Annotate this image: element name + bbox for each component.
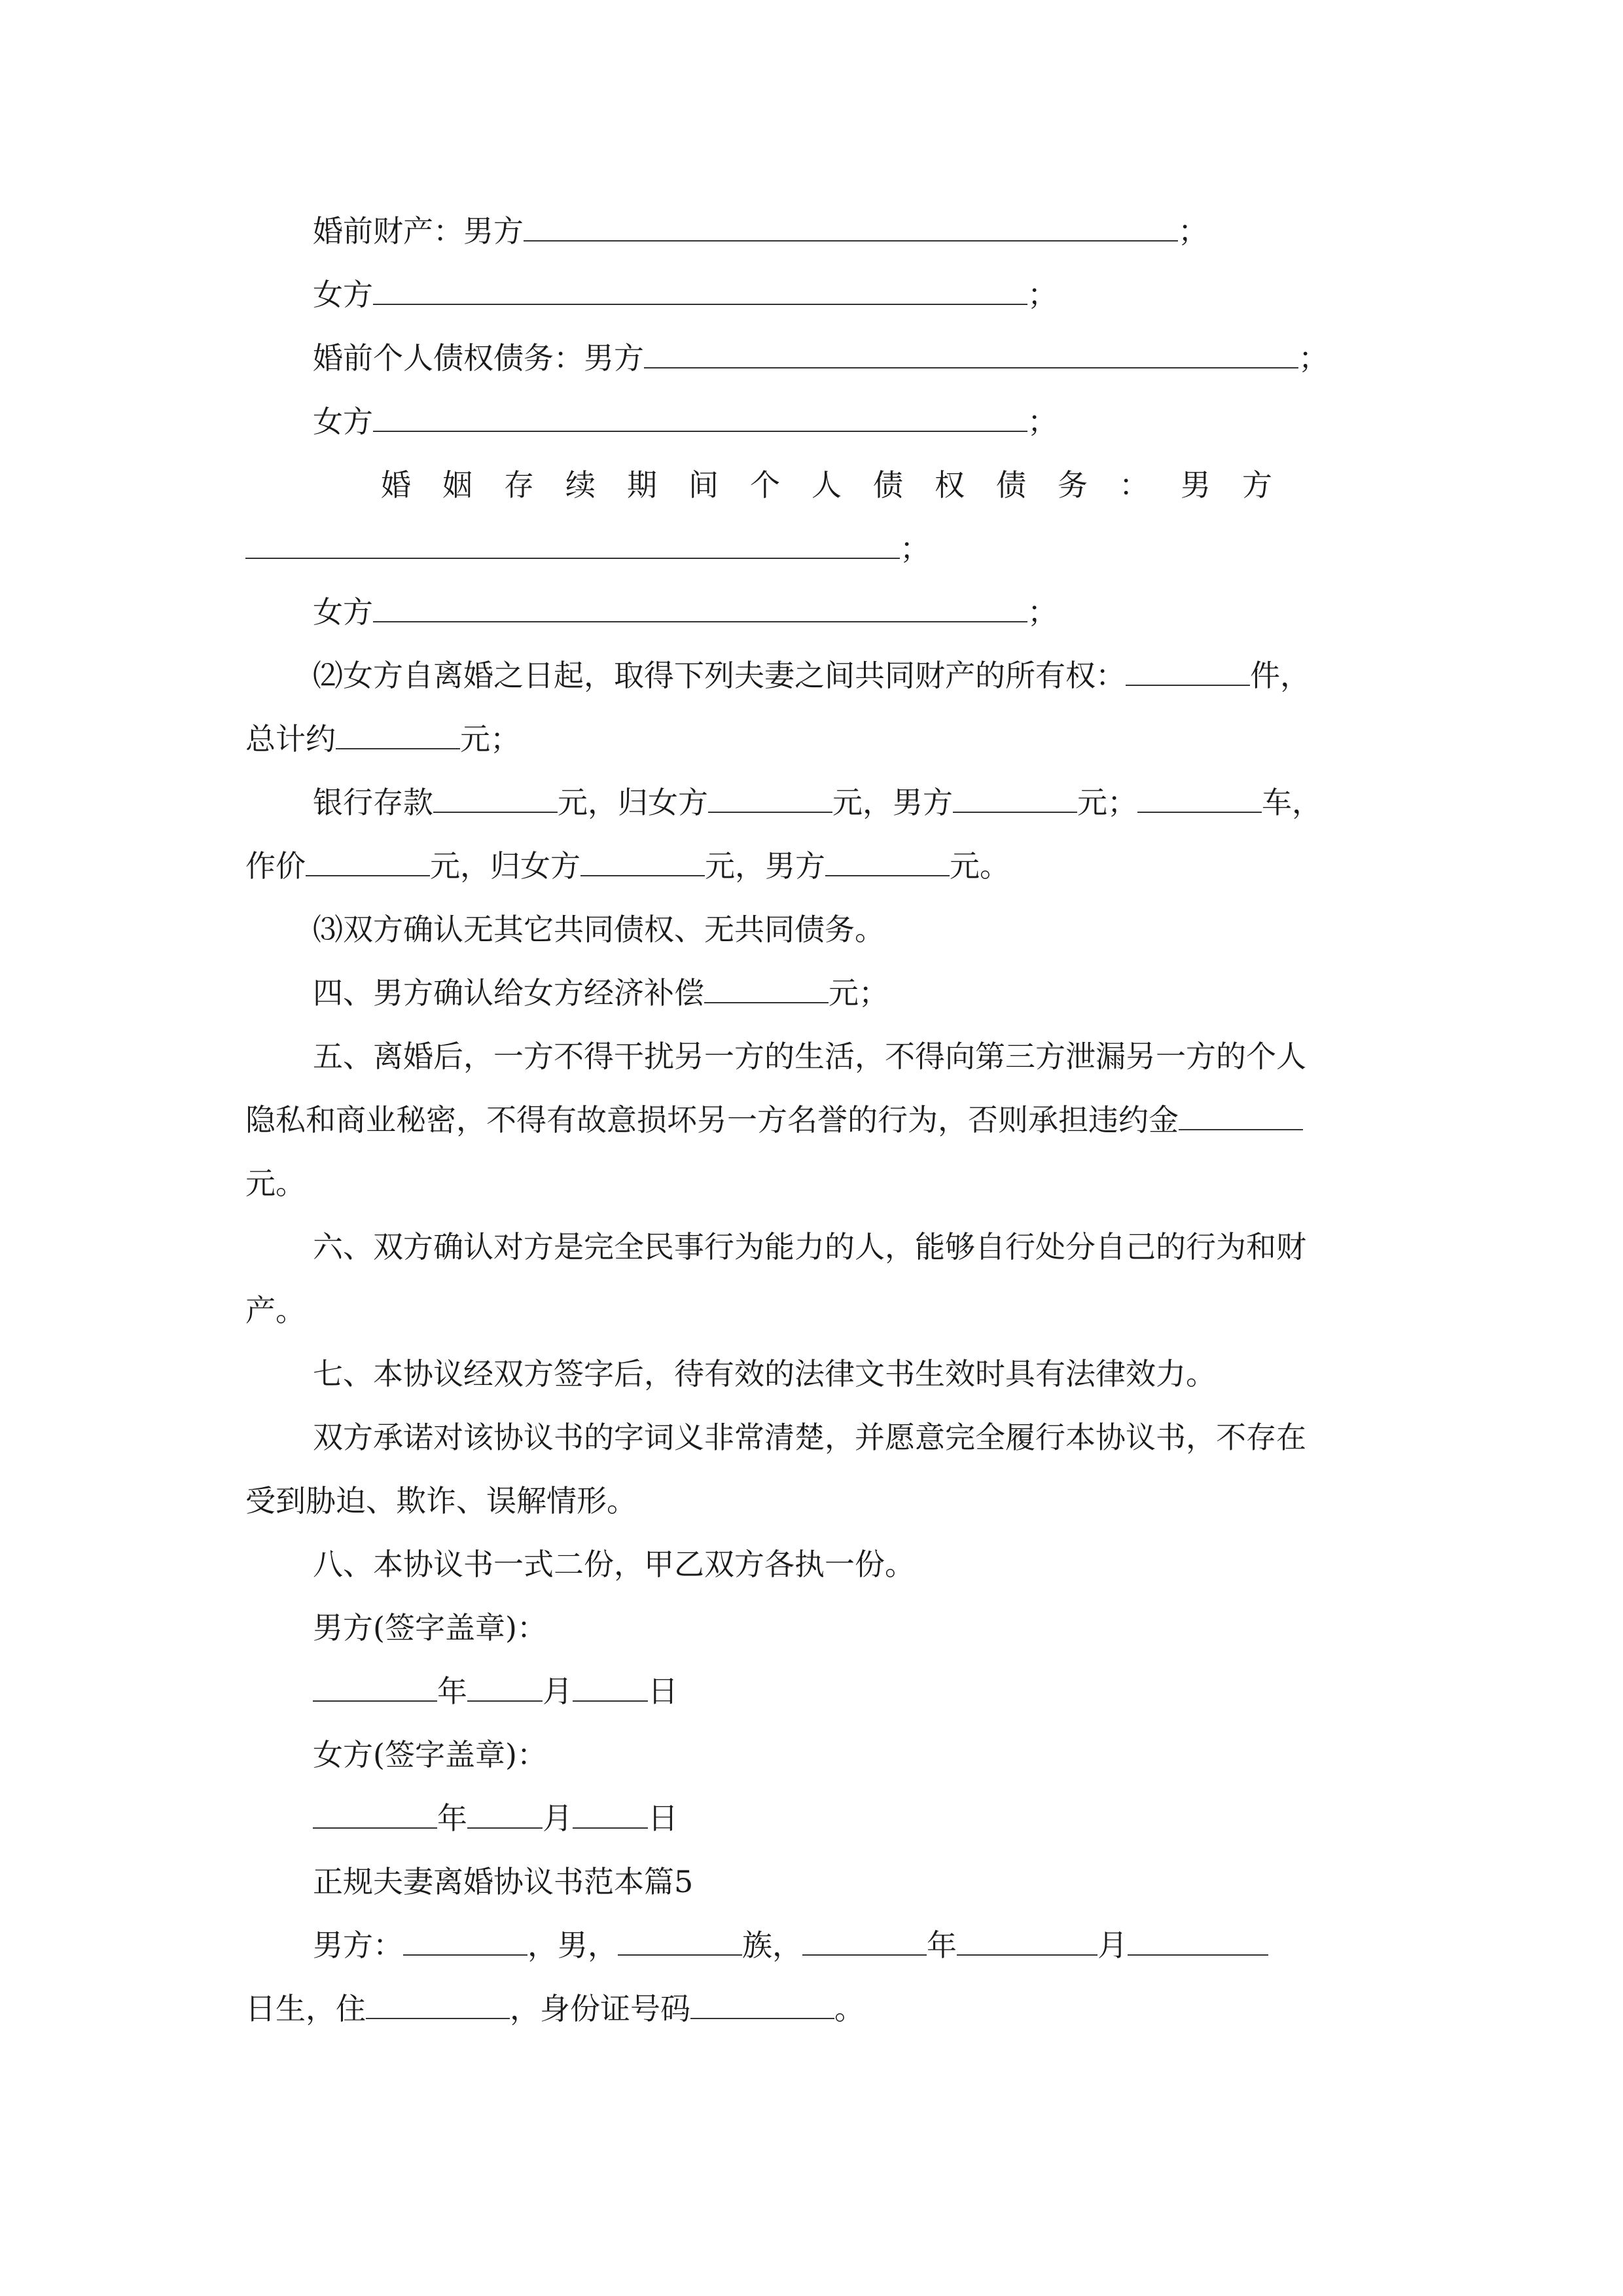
fill-blank (708, 811, 832, 813)
fill-blank (573, 1700, 648, 1702)
fill-blank (704, 1001, 829, 1003)
fill-blank (306, 874, 430, 876)
premarital-property-female: 女方 ； (313, 277, 1058, 312)
clause-seven: 七、本协议经双方签字后，待有效的法律文书生效时具有法律效力。 (313, 1356, 1216, 1391)
clause-3: ⑶双方确认无其它共同债权、无共同债务。 (313, 912, 885, 947)
fill-blank (802, 1954, 927, 1956)
fill-blank (618, 1954, 742, 1956)
fill-blank (644, 367, 1298, 368)
fill-blank (373, 620, 1027, 622)
fill-blank (366, 2017, 510, 2019)
male-party-info-line-2: 日生，住 ，身份证号码 。 (245, 1991, 865, 2026)
premarital-debt-female: 女方 ； (313, 404, 1058, 439)
fill-blank (373, 430, 1027, 432)
clause-five-line-3: 元。 (245, 1166, 306, 1201)
clause-six-line-2: 产。 (245, 1293, 306, 1328)
fill-blank (313, 1827, 437, 1829)
fill-blank (245, 557, 900, 559)
fill-blank (524, 240, 1178, 242)
vehicle-valuation-line: 作价 元，归女方 元，男方 元。 (245, 848, 1010, 884)
clause-six-line-1: 六、双方确认对方是完全民事行为能力的人，能够自行处分自己的行为和财 (313, 1229, 1306, 1265)
premarital-property-male: 婚前财产：男方 ； (313, 213, 1208, 249)
male-signature-date: 年 月 日 (313, 1676, 967, 1706)
clause-eight: 八、本协议书一式二份，甲乙双方各执一份。 (313, 1547, 915, 1582)
fill-blank (313, 1700, 437, 1702)
clause-2-line-1: ⑵女方自离婚之日起，取得下列夫妻之间共同财产的所有权： 件， (313, 658, 1310, 693)
fill-blank (825, 874, 950, 876)
premarital-debt-male: 婚前个人债权债务：男方 ； (313, 340, 1329, 376)
fill-blank (336, 747, 460, 749)
fill-blank (433, 811, 558, 813)
fill-blank (373, 303, 1027, 305)
fill-blank (690, 2017, 834, 2019)
clause-five-line-2: 隐私和商业秘密，不得有故意损坏另一方名誉的行为，否则承担违约金 (245, 1105, 1423, 1135)
fill-blank (1179, 1128, 1303, 1130)
fill-blank (1126, 684, 1250, 686)
section-title: 正规夫妻离婚协议书范本篇5 (313, 1864, 694, 1899)
fill-blank (957, 1954, 1097, 1956)
fill-blank (1128, 1954, 1268, 1956)
fill-blank (1137, 811, 1262, 813)
fill-blank (403, 1954, 527, 1956)
marriage-debt-male-line: ； (245, 533, 1031, 564)
clause-five-line-1: 五、离婚后，一方不得干扰另一方的生活，不得向第三方泄漏另一方的个人 (313, 1039, 1306, 1074)
commitment-line-2: 受到胁迫、欺诈、误解情形。 (245, 1483, 637, 1518)
female-signature-date: 年 月 日 (313, 1803, 967, 1833)
male-signature-label: 男方(签字盖章)： (313, 1610, 547, 1645)
marriage-debt-heading: 婚姻存续期间个人债权债务：男方 (381, 467, 1304, 503)
bank-deposit-line: 银行存款 元，归女方 元，男方 元； 车， (313, 785, 1322, 820)
fill-blank (953, 811, 1077, 813)
clause-four: 四、男方确认给女方经济补偿 元； (313, 975, 889, 1011)
fill-blank (573, 1827, 648, 1829)
male-party-info-line-1: 男方： ，男， 族， 年 月 (313, 1930, 1425, 1960)
fill-blank (580, 874, 705, 876)
clause-2-line-2: 总计约 元； (245, 721, 520, 757)
commitment-line-1: 双方承诺对该协议书的字词义非常清楚，并愿意完全履行本协议书，不存在 (313, 1420, 1306, 1455)
female-signature-label: 女方(签字盖章)： (313, 1737, 547, 1772)
fill-blank (467, 1827, 543, 1829)
fill-blank (467, 1700, 543, 1702)
marriage-debt-female: 女方 ； (313, 594, 1058, 630)
